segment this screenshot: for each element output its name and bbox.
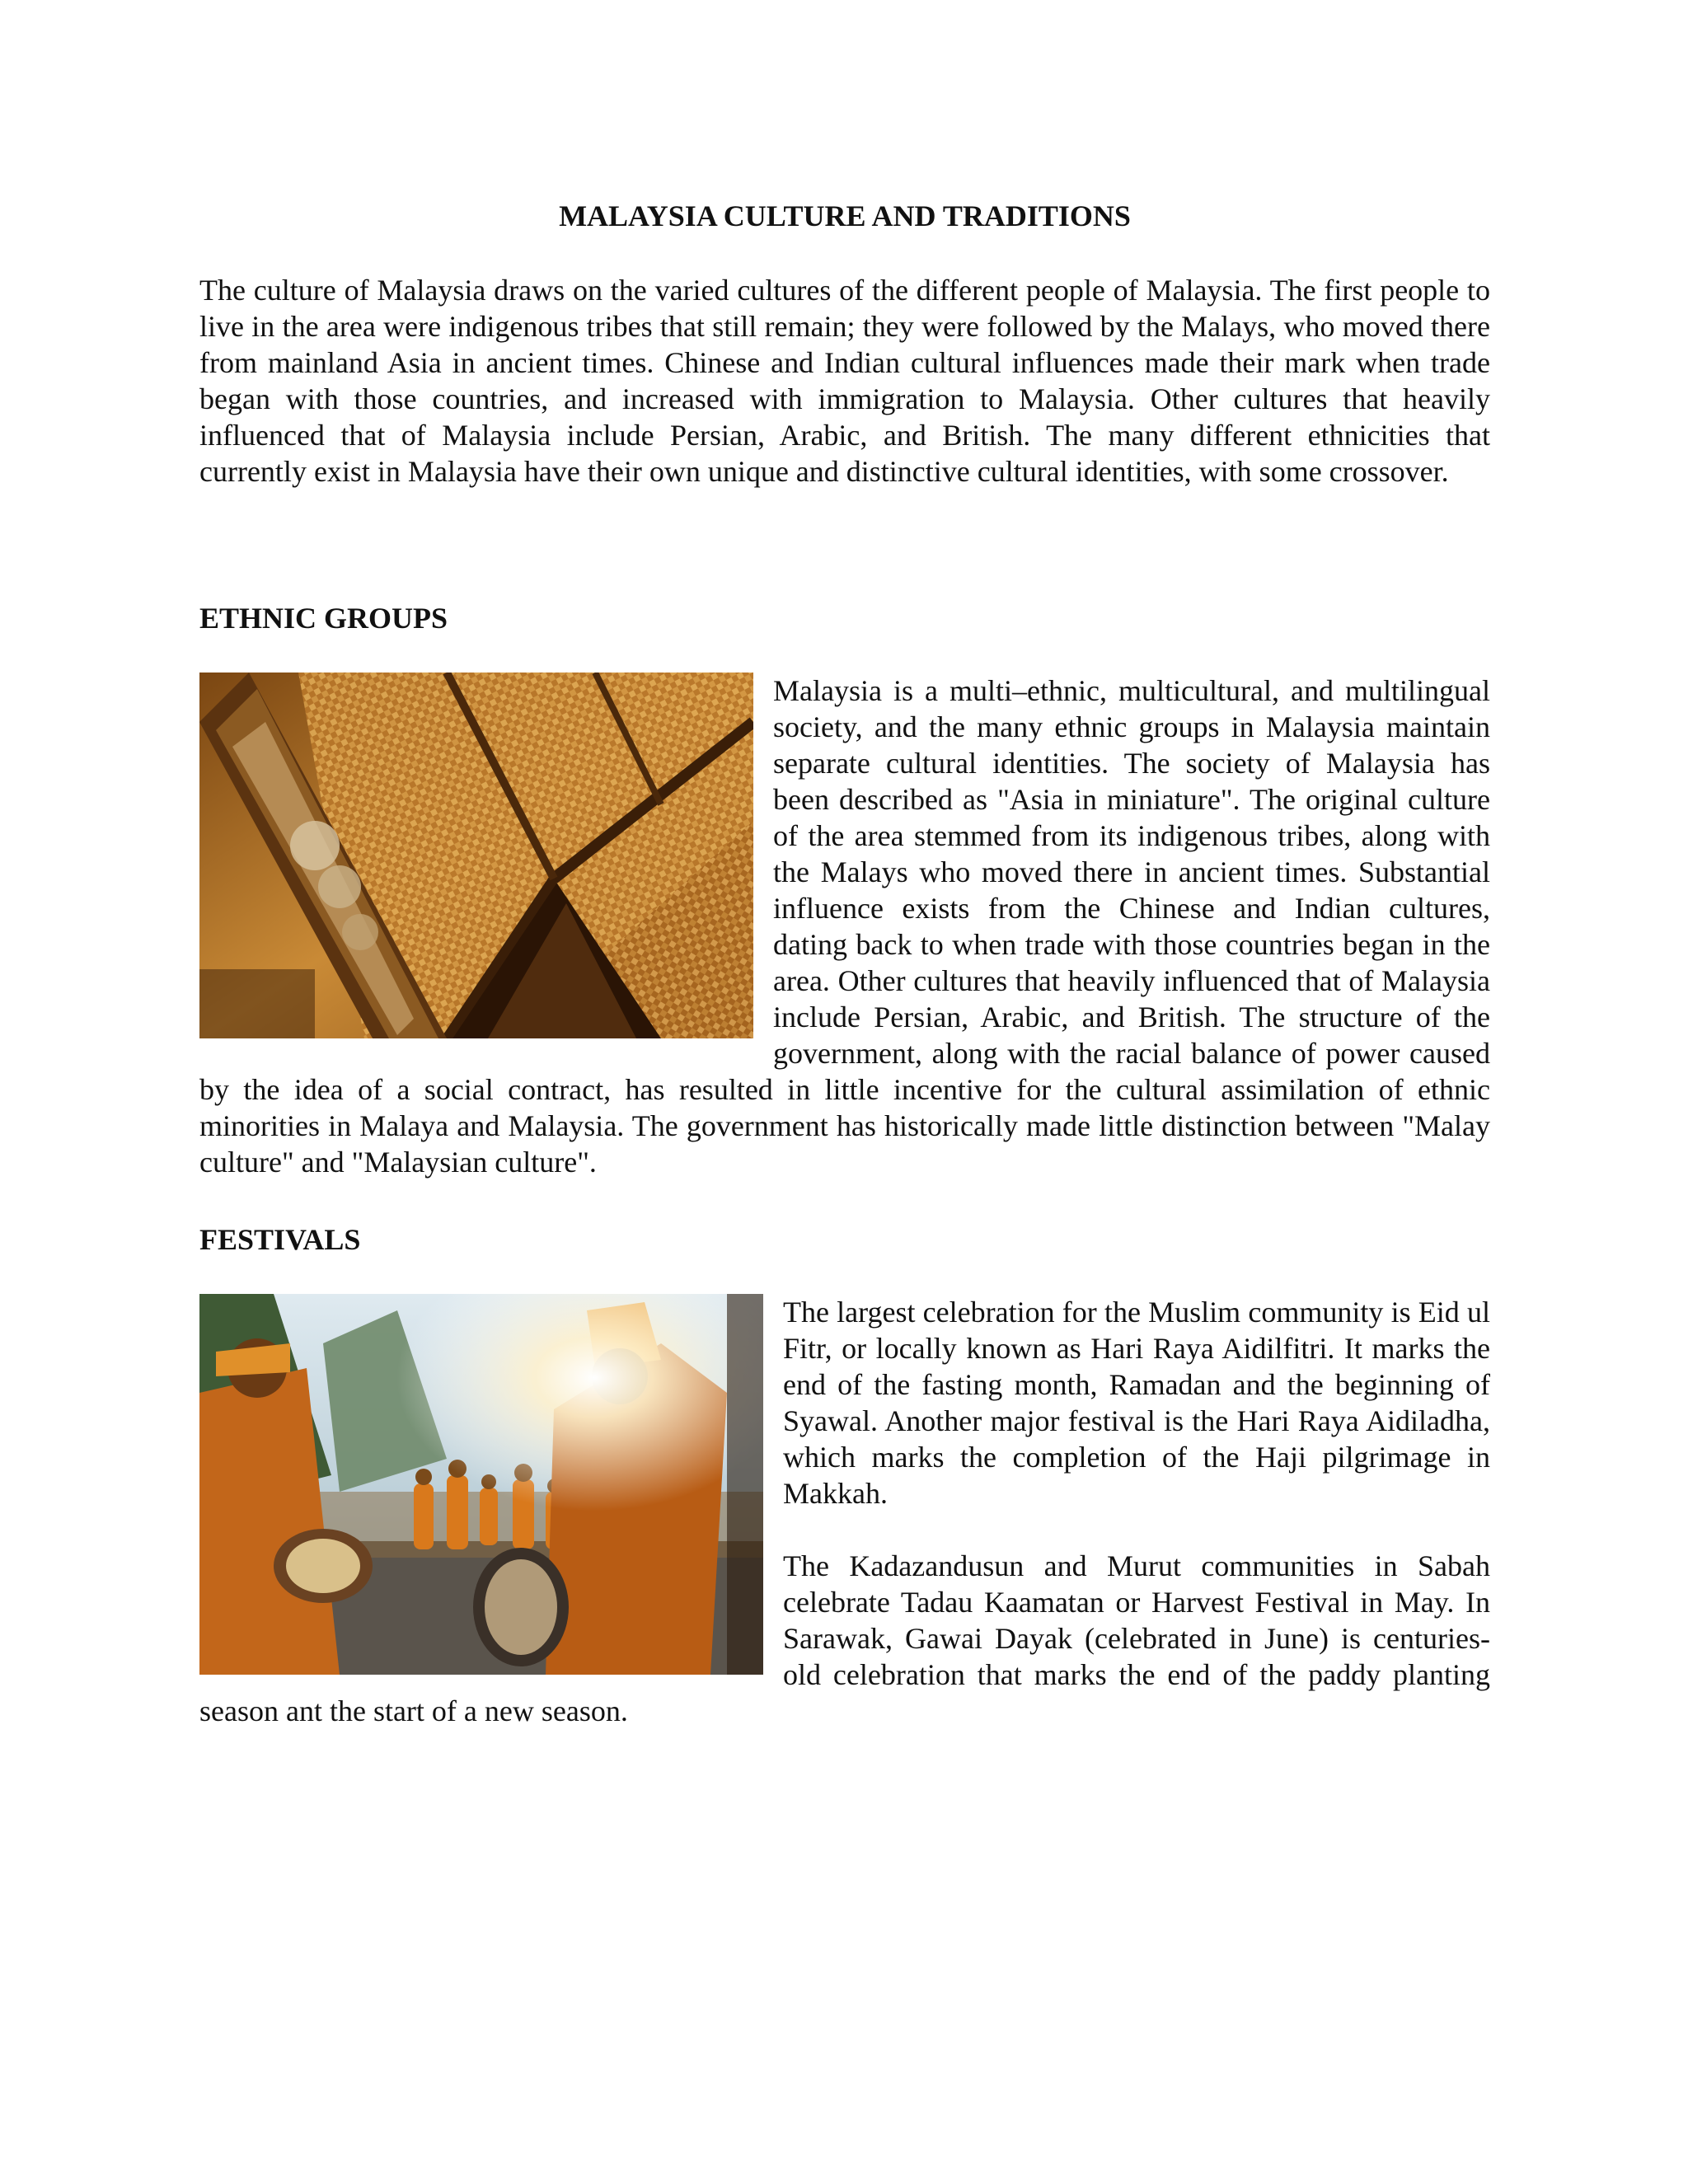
festivals-heading: FESTIVALS <box>199 1223 361 1256</box>
ethnic-groups-paragraph: Malaysia is a multi–ethnic, multicultural, and multilingual society, and the many ethnic groups in Malaysia maintain separate cultural identities. The society of Malaysia has been described as "Asia in miniature". The original culture of the area stemmed from its indigenous tribes, along with the Malays who moved there in ancient times. Substantial influence exists from the Chinese and Indian cultures, dating back to when trade with those countries began in the area. Other cultures that heavily influenced that of Malaysia include Persian, Arabic, and British. The structure of the government, along with the racial balance of power caused by the idea of a social contract, has resulted in little incentive for the cultural assimilation of ethnic minorities in Malaya and Malaysia. The government has historically made little distinction between "Malay culture" and "Malaysian culture". <box>199 674 1490 1179</box>
document-title: MALAYSIA CULTURE AND TRADITIONS <box>559 199 1131 232</box>
festivals-paragraph-2: The Kadazandusun and Murut communities in Sabah celebrate Tadau Kaamatan or Harvest Festival in May. In Sarawak, Gawai Dayak (celebrated in June) is centuries-old celebration that marks the end of the paddy planting season ant the start of a new season. <box>199 1549 1490 1727</box>
festivals-section <box>199 1294 1490 1729</box>
intro-paragraph: The culture of Malaysia draws on the varied cultures of the different people of Malaysia. The first people to live in the area were indigenous tribes that still remain; they were followed by the Malays, who moved there from mainland Asia in ancient times. Chinese and Indian cultural influences made their mark when trade began with those countries, and increased with immigration to Malaysia. Other cultures that heavily influenced that of Malaysia include Persian, Arabic, and British. The many different ethnicities that currently exist in Malaysia have their own unique and distinctive cultural identities, with some crossover. <box>199 274 1490 488</box>
ethnic-groups-section <box>199 673 1490 1180</box>
ethnic-groups-heading: ETHNIC GROUPS <box>199 602 448 635</box>
festivals-paragraph-1: The largest celebration for the Muslim community is Eid ul Fitr, or locally known as Hari Raya Aidilfitri. It marks the end of the fasting month, Ramadan and the beginning of Syawal. Another major festival is the Hari Raya Aidiladha, which marks the completion of the Haji pilgrimage in Makkah. <box>783 1296 1490 1510</box>
festival-drummers-photo <box>199 1294 763 1675</box>
roof-interior-photo <box>199 673 753 1038</box>
